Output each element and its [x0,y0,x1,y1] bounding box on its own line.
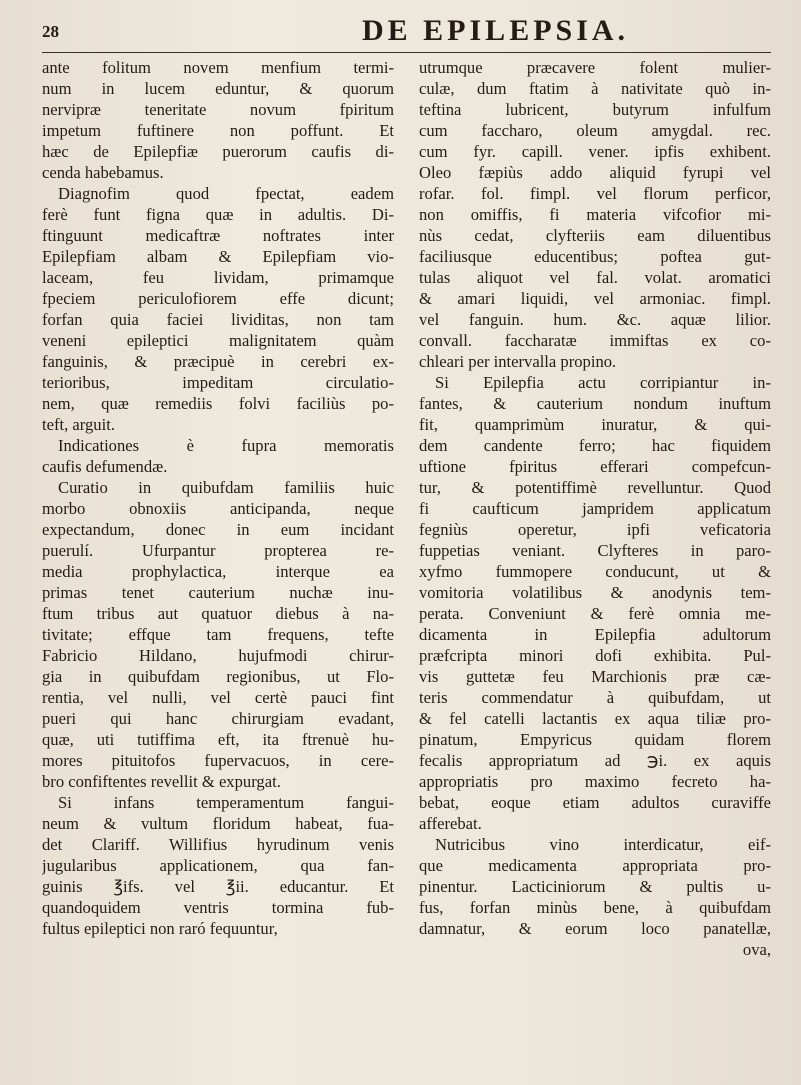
text-line: fanguinis, & præcipuè in cerebri ex- [42,352,394,371]
text-line: cum faccharo, oleum amygdal. rec. [419,121,771,140]
text-line: expectandum, donec in eum incidant [42,520,394,539]
text-line: Nutricibus vino interdicatur, eif- [435,835,771,854]
text-line: vomitoria volatilibus & anodynis tem- [419,583,771,602]
text-line: fegniùs operetur, ipfi veficatoria [419,520,771,539]
text-line: guinis ℥ifs. vel ℥ii. educantur. Et [42,877,394,896]
text-line: bro confiftentes revellit & expurgat. [42,772,281,791]
text-line: ferè funt figna quæ in adultis. Di- [42,205,394,224]
text-line: fit, quamprimùm inuratur, & qui- [419,415,771,434]
text-line: neum & vultum floridum habeat, fua- [42,814,394,833]
text-line: laceam, feu lividam, primamque [42,268,394,287]
running-head [42,14,771,53]
text-line: terioribus, impeditam circulatio- [42,373,394,392]
text-line: uftione fpiritus efferari compefcun- [419,457,771,476]
text-line: quandoquidem ventris tormina fub- [42,898,394,917]
text-line: det Clariff. Willifius hyrudinum venis [42,835,394,854]
text-line: & amari liquidi, vel armoniac. fimpl. [419,289,771,308]
text-line: caufis defumendæ. [42,457,168,476]
text-line: forfan quia faciei lividitas, non tam [42,310,394,329]
text-line: afferebat. [419,814,482,833]
text-line: tulas aliquot vel fal. volat. aromatici [419,268,771,287]
text-line: xyfmo fummopere conducunt, ut & [419,562,771,581]
text-line: mores pituitofos fupervacuos, in cere- [42,751,394,770]
text-line: Diagnofim quod fpectat, eadem [58,184,394,203]
text-line: cenda habebamus. [42,163,164,182]
text-line: gia in quibufdam regionibus, ut Flo- [42,667,394,686]
text-line: Indicationes è fupra memoratis [58,436,394,455]
text-line: fus, forfan minùs bene, à quibufdam [419,898,771,917]
running-title: DE EPILEPSIA. [362,14,630,47]
text-line: ftinguunt medicaftræ noftrates inter [42,226,394,245]
text-line: fultus epileptici non raró fequuntur, [42,919,278,938]
text-line: & fel catelli lactantis ex aqua tiliæ pro- [419,709,771,728]
text-line: Si Epilepfia actu corripiantur in- [435,373,771,392]
text-line: fuppetias veniant. Clyfteres in paro- [419,541,771,560]
text-line: Epilepfiam albam & Epilepfiam vio- [42,247,394,266]
text-line: culæ, dum ftatim à nativitate quò in- [419,79,771,98]
text-line: primas tenet cauterium nuchæ inu- [42,583,394,602]
text-line: nervipræ teneritate novum fpiritum [42,100,394,119]
text-line: Si infans temperamentum fangui- [58,793,394,812]
text-line: pueri qui hanc chirurgiam evadant, [42,709,394,728]
text-line: tur, & potentiffimè revelluntur. Quod [419,478,771,497]
text-line: dicamenta in Epilepfia adultorum [419,625,771,644]
text-line: puerulí. Ufurpantur propterea re- [42,541,394,560]
text-line: quæ, uti tutiffima eft, ita ftrenuè hu- [42,730,394,749]
text-line: veneni epileptici malignitatem quàm [42,331,394,350]
text-line: fantes, & cauterium nondum inuftum [419,394,771,413]
text-line: bebat, eoque etiam adultos curaviffe [419,793,771,812]
text-line: ante folitum novem menfium termi- [42,58,394,77]
text-columns [42,57,771,960]
text-line: pinentur. Lacticiniorum & pultis u- [419,877,771,896]
text-line: hæc de Epilepfiæ puerorum caufis di- [42,142,394,161]
text-line: nùs cedat, clyfteriis eam diluentibus [419,226,771,245]
text-line: impetum fuftinere non poffunt. Et [42,121,394,140]
text-line: Oleo fæpiùs addo aliquid fyrupi vel [419,163,771,182]
text-line: dem candente ferro; hac fiquidem [419,436,771,455]
text-line: fpeciem periculofiorem effe dicunt; [42,289,394,308]
text-line: vis guttetæ feu Marchionis præ cæ- [419,667,771,686]
text-line: rofar. fol. fimpl. vel florum perficor, [419,184,771,203]
text-line: num in lucem eduntur, & quorum [42,79,394,98]
text-line: teftina lubricent, butyrum infulfum [419,100,771,119]
page-number: 28 [42,22,59,41]
text-line: non omiffis, fi materia vifcofior mi- [419,205,771,224]
right-column [419,57,771,960]
left-column [42,57,394,960]
text-line: Curatio in quibufdam familiis huic [58,478,394,497]
text-line: jugularibus applicationem, qua fan- [42,856,394,875]
text-line: fecalis appropriatum ad ℈i. ex aquis [419,751,771,770]
text-line: tivitate; effque tam frequens, tefte [42,625,394,644]
text-line: ftum tribus aut quatuor diebus à na- [42,604,394,623]
text-line: præfcripta minori dofi exhibita. Pul- [419,646,771,665]
text-line: nem, quæ remediis folvi faciliùs po- [42,394,394,413]
text-line: teft, arguit. [42,415,115,434]
text-line: Fabricio Hildano, hujufmodi chirur- [42,646,394,665]
text-line: convall. faccharatæ immiftas ex co- [419,331,771,350]
text-line: ova, [742,940,771,959]
text-line: morbo obnoxiis anticipanda, neque [42,499,394,518]
text-line: pinatum, Empyricus quidam florem [419,730,771,749]
text-line: media prophylactica, interque ea [42,562,394,581]
text-line: teris commendatur à quibufdam, ut [419,688,771,707]
text-line: chleari per intervalla propino. [419,352,617,371]
text-line: faciliusque educentibus; poftea gut- [419,247,771,266]
text-line: cum fyr. capill. vener. ipfis exhibent. [419,142,771,161]
text-line: rentia, vel nulli, vel certè pauci fint [42,688,394,707]
text-line: utrumque præcavere folent mulier- [419,58,771,77]
text-line: fi caufticum jampridem applicatum [419,499,771,518]
text-line: vel fanguin. hum. &c. aquæ lilior. [419,310,771,329]
text-line: perata. Conveniunt & ferè omnia me- [419,604,771,623]
text-line: damnatur, & eorum loco panatellæ, [419,919,771,938]
text-line: que medicamenta appropriata pro- [419,856,771,875]
text-line: appropriatis pro maximo fecreto ha- [419,772,771,791]
